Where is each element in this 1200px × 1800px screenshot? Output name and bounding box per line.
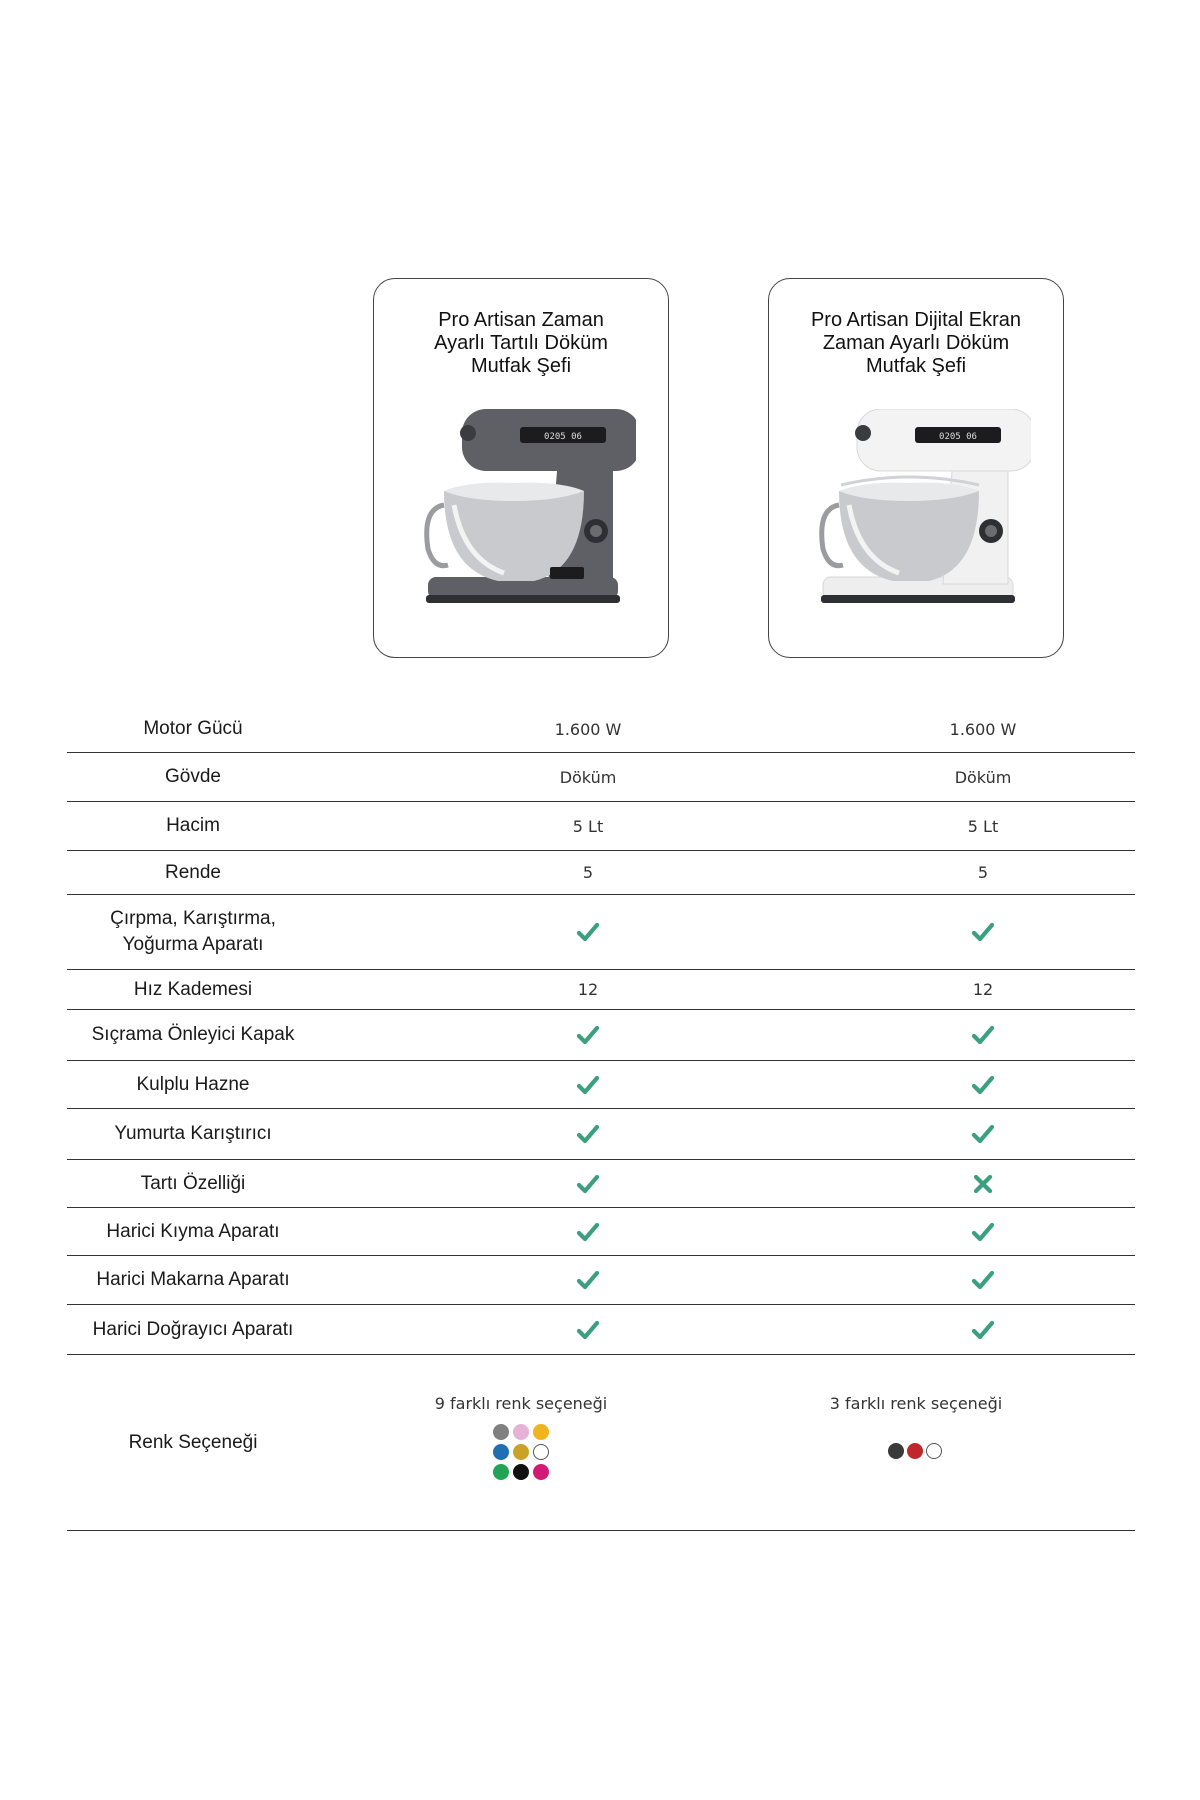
feature-mark-2: [847, 1160, 1119, 1207]
spec-value-1: 5 Lt: [572, 816, 604, 836]
check-icon: [576, 1073, 600, 1097]
row-label: Gövde: [165, 766, 221, 787]
feature-mark-1: [452, 1061, 724, 1108]
color-swatch: [493, 1464, 509, 1480]
row-label: Rende: [165, 861, 221, 883]
table-row: [67, 706, 1135, 753]
feature-mark-2: [847, 1010, 1119, 1060]
feature-mark-1: [452, 1010, 724, 1060]
spec-value-1: 5: [582, 863, 594, 882]
table-row: [67, 1061, 1135, 1109]
product-card-2: [768, 278, 1064, 658]
row-label: Tartı Özelliği: [140, 1172, 246, 1194]
spec-value-2: 1.600 W: [949, 719, 1017, 739]
row-label: Hacim: [166, 815, 220, 836]
check-icon: [576, 1172, 600, 1196]
svg-text:0205 06: 0205 06: [544, 432, 582, 442]
check-icon: [576, 1220, 600, 1244]
row-label: Hız Kademesi: [133, 978, 253, 1000]
color-swatch: [926, 1443, 942, 1459]
table-row: [67, 1208, 1135, 1256]
table-row: [67, 851, 1135, 895]
spec-value-1: 12: [577, 980, 599, 999]
color-swatch: [533, 1424, 549, 1440]
check-icon: [971, 920, 995, 944]
check-icon: [971, 1073, 995, 1097]
table-row: [67, 802, 1135, 851]
svg-text:0205 06: 0205 06: [939, 432, 977, 442]
color-swatch: [493, 1444, 509, 1460]
color-swatches-1: [493, 1424, 549, 1480]
feature-mark-1: [452, 1305, 724, 1354]
color-swatch: [907, 1443, 923, 1459]
feature-mark-1: [452, 1160, 724, 1207]
product-card-1: [373, 278, 669, 658]
spec-value-2: 5 Lt: [967, 816, 999, 836]
spec-value-2: Döküm: [954, 767, 1012, 787]
color-swatches-2: [888, 1443, 942, 1459]
check-icon: [971, 1220, 995, 1244]
row-label: Harici Doğrayıcı Aparatı: [92, 1318, 294, 1340]
color-swatch: [533, 1444, 549, 1460]
row-label: Renk Seçeneği: [128, 1431, 258, 1453]
color-count-caption-1: 9 farklı renk seçeneği: [434, 1394, 608, 1413]
row-label: Sıçrama Önleyici Kapak: [91, 1024, 295, 1045]
table-row: [67, 1160, 1135, 1208]
check-icon: [576, 1023, 600, 1047]
color-swatch: [493, 1424, 509, 1440]
row-label: Kulplu Hazne: [136, 1073, 250, 1095]
cross-icon: [971, 1172, 995, 1196]
product-image-2: [803, 409, 1031, 609]
spec-value-2: 12: [972, 980, 994, 999]
row-label: Yumurta Karıştırıcı: [114, 1123, 272, 1144]
product-title-2: Pro Artisan Dijital Ekran Zaman Ayarlı Döküm Mutfak Şefi: [810, 309, 1022, 377]
color-options-row: [67, 1355, 1135, 1531]
spec-value-1: 1.600 W: [554, 719, 622, 739]
row-label: Harici Kıyma Aparatı: [106, 1220, 280, 1242]
table-row: [67, 1256, 1135, 1305]
check-icon: [576, 1122, 600, 1146]
product-title-1: Pro Artisan Zaman Ayarlı Tartılı Döküm Mutfak Şefi: [434, 309, 608, 377]
color-swatch: [888, 1443, 904, 1459]
check-icon: [576, 1318, 600, 1342]
spec-value-1: Döküm: [559, 767, 617, 787]
check-icon: [971, 1318, 995, 1342]
table-row: [67, 753, 1135, 802]
check-icon: [971, 1268, 995, 1292]
check-icon: [971, 1122, 995, 1146]
feature-mark-1: [452, 1208, 724, 1255]
feature-mark-2: [847, 895, 1119, 969]
table-row: [67, 970, 1135, 1010]
check-icon: [971, 1023, 995, 1047]
feature-mark-1: [452, 895, 724, 969]
color-swatch: [533, 1464, 549, 1480]
table-row: [67, 1305, 1135, 1355]
feature-mark-2: [847, 1109, 1119, 1159]
feature-mark-2: [847, 1256, 1119, 1304]
color-count-caption-2: 3 farklı renk seçeneği: [829, 1394, 1003, 1413]
feature-mark-2: [847, 1305, 1119, 1354]
row-label: Harici Makarna Aparatı: [96, 1269, 290, 1290]
table-row: [67, 1109, 1135, 1160]
table-row: [67, 1010, 1135, 1061]
feature-mark-1: [452, 1109, 724, 1159]
color-swatch: [513, 1444, 529, 1460]
product-image-1: [408, 409, 636, 609]
row-label: Motor Gücü: [143, 718, 243, 739]
feature-mark-2: [847, 1061, 1119, 1108]
row-label: Çırpma, Karıştırma, Yoğurma Aparatı: [110, 908, 276, 955]
table-row: [67, 895, 1135, 970]
check-icon: [576, 920, 600, 944]
color-swatch: [513, 1464, 529, 1480]
check-icon: [576, 1268, 600, 1292]
spec-value-2: 5: [977, 863, 989, 882]
color-swatch: [513, 1424, 529, 1440]
feature-mark-2: [847, 1208, 1119, 1255]
feature-mark-1: [452, 1256, 724, 1304]
